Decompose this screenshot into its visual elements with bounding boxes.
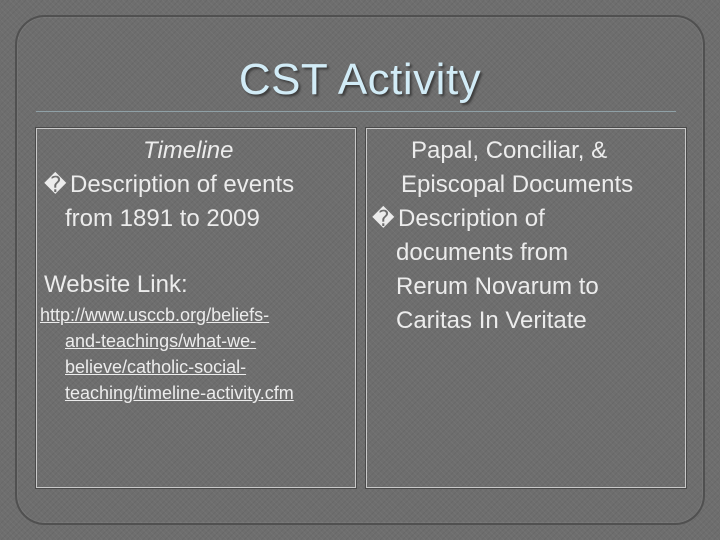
- documents-heading-line1: Papal, Conciliar, &: [411, 137, 608, 164]
- documents-bullet-line4: Caritas In Veritate: [396, 307, 587, 334]
- timeline-bullet-line2: from 1891 to 2009: [65, 205, 260, 232]
- title-divider: [36, 111, 676, 112]
- documents-bullet: [372, 202, 545, 236]
- bullet-icon: �: [372, 206, 395, 231]
- documents-bullet-line3: Rerum Novarum to: [396, 273, 599, 300]
- bullet-icon: �: [44, 172, 67, 197]
- timeline-activity-link-line4[interactable]: teaching/timeline-activity.cfm: [65, 383, 294, 403]
- timeline-activity-link-line2[interactable]: and-teachings/what-we-: [65, 331, 257, 351]
- slide-title: CST Activity: [238, 55, 482, 104]
- timeline-bullet-line1: Description of events: [70, 171, 295, 198]
- timeline-heading: Timeline: [143, 137, 234, 164]
- timeline-activity-link[interactable]: http://www.usccb.org/beliefs-: [40, 305, 270, 325]
- timeline-bullet: [44, 168, 294, 202]
- documents-bullet-line1: Description of: [398, 205, 545, 232]
- timeline-activity-link-line3[interactable]: believe/catholic-social-: [65, 357, 247, 377]
- website-link-label: Website Link:: [44, 271, 188, 298]
- documents-heading-line2: Episcopal Documents: [401, 171, 634, 198]
- documents-bullet-line2: documents from: [396, 239, 569, 266]
